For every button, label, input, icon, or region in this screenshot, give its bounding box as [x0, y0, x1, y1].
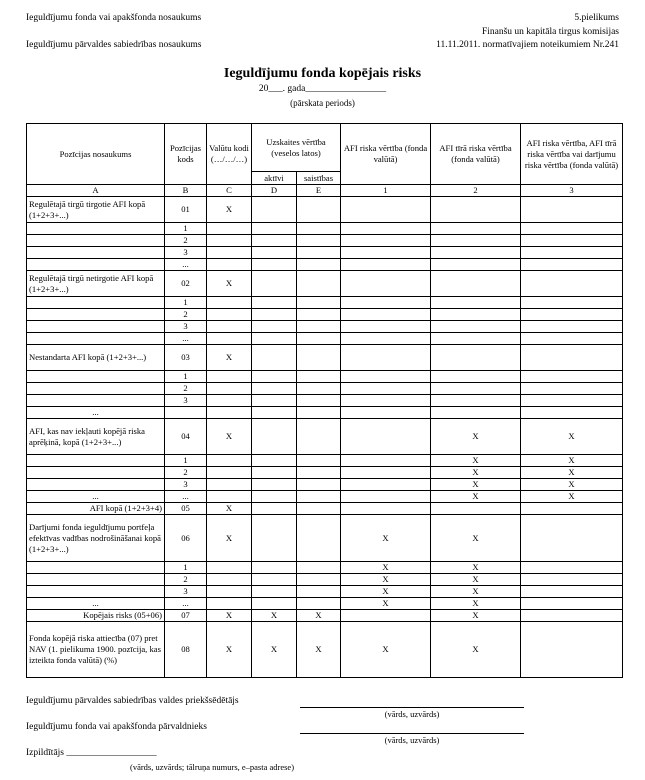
col-header-book-value: Uzskaites vērtība (veselos latos): [252, 124, 341, 172]
row-name: AFI, kas nav iekļauti kopējā riska aprēķinā, kopā (1+2+3+...): [27, 419, 165, 455]
empty-cell: [431, 247, 521, 259]
empty-cell: [521, 383, 623, 395]
empty-cell: [207, 371, 252, 383]
empty-cell: [297, 197, 341, 223]
empty-cell: [341, 345, 431, 371]
empty-cell: [297, 491, 341, 503]
x-mark: X: [341, 562, 431, 574]
row-code: 2: [165, 309, 207, 321]
col-header-currency: Valūtu kodi (…/…/…): [207, 124, 252, 185]
empty-cell: [431, 259, 521, 271]
empty-cell: [521, 562, 623, 574]
empty-cell: [431, 345, 521, 371]
table-row: [27, 479, 623, 491]
x-mark: X: [341, 622, 431, 678]
table-row: [27, 223, 623, 235]
empty-cell: [252, 407, 297, 419]
empty-cell: [431, 297, 521, 309]
col-header-assets: aktīvi: [252, 172, 297, 185]
empty-cell: [297, 247, 341, 259]
empty-cell: [252, 515, 297, 562]
empty-cell: [252, 383, 297, 395]
empty-cell: [252, 574, 297, 586]
empty-cell: [207, 574, 252, 586]
table-row: [27, 259, 623, 271]
table-row: [27, 467, 623, 479]
x-mark: X: [431, 610, 521, 622]
x-mark: X: [207, 419, 252, 455]
empty-cell: [521, 223, 623, 235]
row-dots: ...: [27, 598, 165, 610]
col-header-afi-risk: AFI riska vērtība (fonda valūtā): [341, 124, 431, 185]
empty-cell: [341, 297, 431, 309]
empty-cell: [297, 574, 341, 586]
empty-cell: [341, 197, 431, 223]
row-code: 3: [165, 586, 207, 598]
empty-cell: [252, 259, 297, 271]
x-mark: X: [341, 586, 431, 598]
x-mark: X: [521, 467, 623, 479]
empty-cell: [252, 395, 297, 407]
empty-cell: [27, 321, 165, 333]
row-code: 2: [165, 383, 207, 395]
empty-cell: [297, 321, 341, 333]
empty-cell: [297, 223, 341, 235]
row-code: ...: [165, 598, 207, 610]
empty-cell: [521, 622, 623, 678]
col-letter: 3: [521, 185, 623, 197]
col-letter: B: [165, 185, 207, 197]
page-title: Ieguldījumu fonda kopējais risks: [223, 66, 422, 81]
empty-cell: [297, 271, 341, 297]
empty-cell: [297, 562, 341, 574]
manager-name-caption: (vārds, uzvārds): [384, 735, 440, 745]
table-row: [27, 309, 623, 321]
empty-cell: [207, 586, 252, 598]
empty-cell: [297, 383, 341, 395]
period-label: (pārskata periods): [290, 98, 355, 108]
row-code: 2: [165, 574, 207, 586]
row-name: Regulētajā tirgū netirgotie AFI kopā (1+2+3+...): [27, 271, 165, 297]
appendix-number: 5.pielikums: [574, 13, 619, 23]
empty-cell: [431, 271, 521, 297]
regulation-ref: 11.11.2011. normatīvajiem noteikumiem Nr.241: [436, 40, 619, 50]
empty-cell: [27, 297, 165, 309]
empty-cell: [297, 503, 341, 515]
empty-cell: [341, 259, 431, 271]
empty-cell: [521, 309, 623, 321]
x-mark: X: [431, 467, 521, 479]
empty-cell: [207, 247, 252, 259]
row-name: AFI kopā (1+2+3+4): [27, 503, 165, 515]
table-row: [27, 271, 623, 297]
x-mark: X: [431, 491, 521, 503]
empty-cell: [27, 333, 165, 345]
executor-field[interactable]: Izpildītājs ___________________: [26, 748, 157, 758]
empty-cell: [297, 259, 341, 271]
fund-name-label: Ieguldījumu fonda vai apakšfonda nosaukums: [26, 13, 202, 23]
empty-cell: [252, 586, 297, 598]
row-code: 1: [165, 371, 207, 383]
empty-cell: [207, 309, 252, 321]
x-mark: X: [207, 271, 252, 297]
col-letter: A: [27, 185, 165, 197]
row-name: Nestandarta AFI kopā (1+2+3+...): [27, 345, 165, 371]
empty-cell: [521, 598, 623, 610]
row-dots: ...: [27, 407, 165, 419]
row-name: Kopējais risks (05+06): [27, 610, 165, 622]
empty-cell: [297, 345, 341, 371]
empty-cell: [341, 383, 431, 395]
row-code: 2: [165, 235, 207, 247]
table-row: [27, 395, 623, 407]
empty-cell: [207, 479, 252, 491]
empty-cell: [521, 333, 623, 345]
empty-cell: [27, 586, 165, 598]
empty-cell: [521, 235, 623, 247]
empty-cell: [252, 598, 297, 610]
empty-cell: [521, 259, 623, 271]
x-mark: X: [521, 491, 623, 503]
row-code: 04: [165, 419, 207, 455]
table-row: [27, 574, 623, 586]
empty-cell: [252, 479, 297, 491]
risk-table: [26, 123, 623, 678]
col-header-afi-risk-deal: AFI riska vērtība, AFI tīrā riska vērtība vai darījumu riska vērtība (fonda valūtā): [521, 124, 623, 185]
empty-cell: [521, 610, 623, 622]
empty-cell: [252, 321, 297, 333]
row-code: ...: [165, 259, 207, 271]
empty-cell: [252, 562, 297, 574]
empty-cell: [431, 395, 521, 407]
manager-signature-line[interactable]: [300, 733, 524, 734]
empty-cell: [341, 247, 431, 259]
table-row: [27, 297, 623, 309]
empty-cell: [207, 259, 252, 271]
x-mark: X: [521, 479, 623, 491]
row-dots: ...: [27, 491, 165, 503]
table-row: [27, 491, 623, 503]
x-mark: X: [252, 610, 297, 622]
empty-cell: [252, 467, 297, 479]
executor-details-caption: (vārds, uzvārds; tālruņa numurs, e–pasta adrese): [130, 762, 295, 772]
table-row: [27, 598, 623, 610]
empty-cell: [252, 297, 297, 309]
empty-cell: [297, 586, 341, 598]
empty-cell: [521, 371, 623, 383]
row-code: 3: [165, 479, 207, 491]
x-mark: X: [431, 598, 521, 610]
empty-cell: [521, 297, 623, 309]
empty-cell: [521, 321, 623, 333]
empty-cell: [431, 223, 521, 235]
empty-cell: [341, 371, 431, 383]
empty-cell: [431, 309, 521, 321]
empty-cell: [252, 197, 297, 223]
x-mark: X: [207, 515, 252, 562]
empty-cell: [341, 467, 431, 479]
table-row: [27, 371, 623, 383]
x-mark: X: [431, 574, 521, 586]
empty-cell: [252, 371, 297, 383]
empty-cell: [27, 247, 165, 259]
row-code: 1: [165, 223, 207, 235]
x-mark: X: [431, 515, 521, 562]
col-letter: E: [297, 185, 341, 197]
empty-cell: [341, 491, 431, 503]
empty-cell: [297, 407, 341, 419]
empty-cell: [252, 235, 297, 247]
x-mark: X: [207, 197, 252, 223]
x-mark: X: [521, 455, 623, 467]
row-code: 01: [165, 197, 207, 223]
empty-cell: [521, 271, 623, 297]
empty-cell: [27, 455, 165, 467]
empty-cell: [431, 197, 521, 223]
empty-cell: [207, 455, 252, 467]
row-code: 1: [165, 297, 207, 309]
table-row: [27, 383, 623, 395]
row-name: Regulētajā tirgū tirgotie AFI kopā (1+2+3+...): [27, 197, 165, 223]
row-name: Darījumi fonda ieguldījumu portfeļa efektīvas vadības nodrošināšanai kopā (1+2+3+...): [27, 515, 165, 562]
empty-cell: [341, 395, 431, 407]
table-row: [27, 503, 623, 515]
empty-cell: [297, 467, 341, 479]
empty-cell: [207, 562, 252, 574]
empty-cell: [297, 333, 341, 345]
empty-cell: [297, 479, 341, 491]
empty-cell: [27, 395, 165, 407]
empty-cell: [297, 598, 341, 610]
empty-cell: [521, 407, 623, 419]
manager-label: Ieguldījumu fonda vai apakšfonda pārvaldnieks: [26, 722, 207, 732]
row-code: 3: [165, 321, 207, 333]
empty-cell: [341, 321, 431, 333]
empty-cell: [27, 371, 165, 383]
empty-cell: [297, 419, 341, 455]
empty-cell: [207, 598, 252, 610]
table-row: [27, 235, 623, 247]
table-row: [27, 586, 623, 598]
empty-cell: [252, 333, 297, 345]
empty-cell: [297, 395, 341, 407]
empty-cell: [207, 297, 252, 309]
empty-cell: [27, 235, 165, 247]
col-letter: C: [207, 185, 252, 197]
row-name: Fonda kopējā riska attiecība (07) pret NAV (1. pielikuma 1900. pozīcija, kas izteikta fonda valūtā) (%): [27, 622, 165, 678]
empty-cell: [521, 586, 623, 598]
empty-cell: [252, 419, 297, 455]
col-header-name: Pozīcijas nosaukums: [27, 124, 165, 185]
row-code: 08: [165, 622, 207, 678]
chairman-signature-line[interactable]: [300, 707, 524, 708]
empty-cell: [252, 503, 297, 515]
col-header-code: Pozīcijas kods: [165, 124, 207, 185]
row-code: 3: [165, 247, 207, 259]
col-letter: D: [252, 185, 297, 197]
empty-cell: [165, 407, 207, 419]
empty-cell: [252, 455, 297, 467]
row-code: 2: [165, 467, 207, 479]
period-field: 20___. gada_________________: [258, 84, 387, 94]
x-mark: X: [341, 598, 431, 610]
table-row: [27, 321, 623, 333]
empty-cell: [341, 610, 431, 622]
x-mark: X: [207, 345, 252, 371]
empty-cell: [431, 371, 521, 383]
empty-cell: [431, 235, 521, 247]
empty-cell: [297, 309, 341, 321]
commission-name: Finanšu un kapitāla tirgus komisijas: [481, 27, 619, 37]
row-code: 02: [165, 271, 207, 297]
row-code: ...: [165, 333, 207, 345]
empty-cell: [297, 515, 341, 562]
empty-cell: [207, 491, 252, 503]
empty-cell: [207, 383, 252, 395]
empty-cell: [341, 235, 431, 247]
empty-cell: [521, 503, 623, 515]
chairman-label: Ieguldījumu pārvaldes sabiedrības valdes priekšsēdētājs: [26, 696, 239, 706]
empty-cell: [341, 455, 431, 467]
empty-cell: [431, 383, 521, 395]
empty-cell: [207, 321, 252, 333]
empty-cell: [521, 515, 623, 562]
x-mark: X: [431, 562, 521, 574]
empty-cell: [431, 321, 521, 333]
x-mark: X: [341, 574, 431, 586]
row-code: 3: [165, 395, 207, 407]
table-row: [27, 407, 623, 419]
empty-cell: [252, 271, 297, 297]
x-mark: X: [431, 586, 521, 598]
x-mark: X: [207, 622, 252, 678]
empty-cell: [27, 309, 165, 321]
empty-cell: [207, 235, 252, 247]
empty-cell: [27, 223, 165, 235]
empty-cell: [341, 503, 431, 515]
empty-cell: [207, 223, 252, 235]
table-row: [27, 247, 623, 259]
empty-cell: [252, 491, 297, 503]
column-letters-row: [27, 185, 623, 197]
table-row: [27, 345, 623, 371]
empty-cell: [27, 479, 165, 491]
x-mark: X: [431, 419, 521, 455]
empty-cell: [207, 395, 252, 407]
row-code: ...: [165, 491, 207, 503]
x-mark: X: [431, 479, 521, 491]
empty-cell: [521, 395, 623, 407]
empty-cell: [341, 271, 431, 297]
x-mark: X: [207, 610, 252, 622]
empty-cell: [27, 467, 165, 479]
empty-cell: [341, 407, 431, 419]
empty-cell: [521, 574, 623, 586]
row-code: 07: [165, 610, 207, 622]
empty-cell: [252, 247, 297, 259]
row-code: 06: [165, 515, 207, 562]
col-letter: 1: [341, 185, 431, 197]
x-mark: X: [297, 610, 341, 622]
table-row: [27, 197, 623, 223]
empty-cell: [252, 345, 297, 371]
empty-cell: [341, 333, 431, 345]
empty-cell: [341, 419, 431, 455]
empty-cell: [431, 333, 521, 345]
table-row: [27, 419, 623, 455]
empty-cell: [341, 309, 431, 321]
chairman-name-caption: (vārds, uzvārds): [384, 709, 440, 719]
row-code: 1: [165, 455, 207, 467]
empty-cell: [27, 383, 165, 395]
empty-cell: [252, 223, 297, 235]
empty-cell: [207, 407, 252, 419]
empty-cell: [207, 467, 252, 479]
row-code: 05: [165, 503, 207, 515]
empty-cell: [341, 223, 431, 235]
x-mark: X: [431, 455, 521, 467]
x-mark: X: [207, 503, 252, 515]
empty-cell: [341, 479, 431, 491]
table-row: [27, 610, 623, 622]
empty-cell: [521, 247, 623, 259]
table-row: [27, 455, 623, 467]
company-name-label: Ieguldījumu pārvaldes sabiedrības nosaukums: [26, 40, 202, 50]
x-mark: X: [341, 515, 431, 562]
empty-cell: [207, 333, 252, 345]
empty-cell: [297, 371, 341, 383]
x-mark: X: [252, 622, 297, 678]
table-row: [27, 562, 623, 574]
table-row: [27, 515, 623, 562]
col-header-afi-net-risk: AFI tīrā riska vērtība (fonda valūtā): [431, 124, 521, 185]
col-header-liabilities: saistības: [297, 172, 341, 185]
empty-cell: [521, 197, 623, 223]
x-mark: X: [431, 622, 521, 678]
empty-cell: [431, 407, 521, 419]
empty-cell: [27, 562, 165, 574]
empty-cell: [297, 297, 341, 309]
empty-cell: [297, 455, 341, 467]
empty-cell: [297, 235, 341, 247]
row-code: 1: [165, 562, 207, 574]
row-code: 03: [165, 345, 207, 371]
table-row: [27, 333, 623, 345]
x-mark: X: [521, 419, 623, 455]
empty-cell: [252, 309, 297, 321]
empty-cell: [521, 345, 623, 371]
empty-cell: [27, 574, 165, 586]
col-letter: 2: [431, 185, 521, 197]
x-mark: X: [297, 622, 341, 678]
table-row: [27, 622, 623, 678]
empty-cell: [431, 503, 521, 515]
empty-cell: [27, 259, 165, 271]
